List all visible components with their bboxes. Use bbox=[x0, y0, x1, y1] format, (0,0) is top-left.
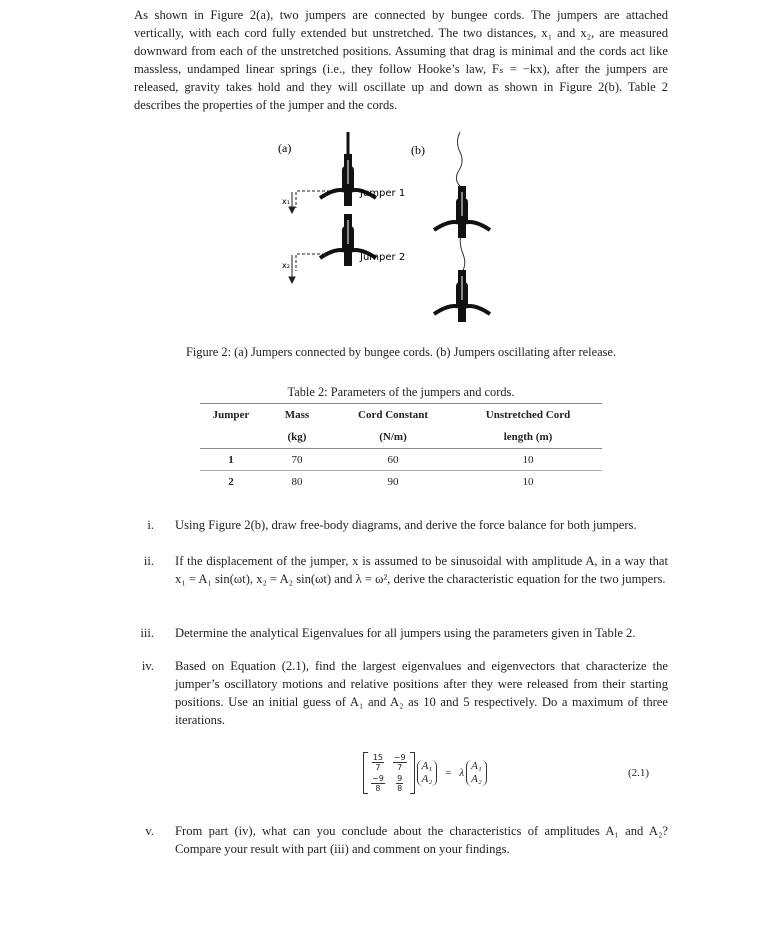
figure-label-a: (a) bbox=[278, 141, 292, 155]
question-text: From part (iv), what can you conclude about the characteristics of amplitudes A₁ and A₂? Compare your result with part (iii) and comment on your findings. bbox=[175, 824, 668, 856]
jumper-2-label: Jumper 2 bbox=[360, 252, 406, 263]
bungee-figure bbox=[260, 130, 520, 330]
equals-sign: = bbox=[445, 767, 452, 779]
amplitude-vector bbox=[417, 760, 438, 786]
figure-caption: Figure 2: (a) Jumpers connected by bungee cords. (b) Jumpers oscillating after release. bbox=[185, 345, 617, 359]
question-iii bbox=[134, 624, 668, 642]
header-unstretched-length: Unstretched Cord bbox=[454, 404, 602, 427]
coefficient-matrix bbox=[363, 752, 415, 794]
amplitude-vector-rhs bbox=[466, 760, 487, 786]
cell: 2 bbox=[228, 475, 234, 488]
parameters-table bbox=[200, 403, 602, 492]
question-v bbox=[134, 822, 668, 858]
m12-den: 7 bbox=[397, 763, 403, 772]
cell: 10 bbox=[522, 475, 534, 488]
jumper-1-label: Jumper 1 bbox=[360, 188, 406, 199]
question-text: Determine the analytical Eigenvalues for all jumpers using the parameters given in Table 2. bbox=[175, 626, 636, 640]
question-number: v. bbox=[145, 824, 154, 838]
jumper-1-figure-b-icon bbox=[434, 186, 490, 238]
intro-paragraph: As shown in Figure 2(a), two jumpers are connected by bungee cords. The jumpers are attached vertically, with each cord fully extended but unstretched. The two distances, x₁ and x₂, are measured downward from each of the unstretched positions. Assuming that drag is minimal and the cords act like massless, undamped linear springs (i.e., they follow Hooke’s law, Fₛ = −kx), after the jumpers are released, gravity takes hold and they will oscillate up and down as shown in Figure 2(b). Table 2 describes the properties of the jumper and the cords. bbox=[134, 8, 668, 112]
header-cord-constant: Cord Constant bbox=[332, 404, 454, 427]
vector-a2: A₂ bbox=[471, 773, 482, 785]
header-jumper: Jumper bbox=[200, 404, 262, 427]
jumper-2-figure-b-icon bbox=[434, 270, 490, 322]
header-unit: (N/m) bbox=[332, 426, 454, 449]
x1-label: x₁ bbox=[282, 197, 290, 206]
m21-den: 8 bbox=[375, 784, 381, 793]
equation-2-1 bbox=[363, 752, 487, 794]
vector-a2: A₂ bbox=[421, 773, 433, 785]
equation-number: (2.1) bbox=[628, 767, 650, 779]
x2-label: x₂ bbox=[282, 261, 290, 270]
question-i bbox=[134, 516, 668, 534]
question-number: iii. bbox=[140, 626, 154, 640]
table-header-row bbox=[200, 404, 602, 427]
m12-num: −9 bbox=[393, 753, 406, 762]
figure-label-b: (b) bbox=[411, 143, 425, 157]
header-unit bbox=[200, 426, 262, 449]
table-header-units-row bbox=[200, 426, 602, 449]
table-row bbox=[200, 471, 602, 493]
header-mass: Mass bbox=[262, 404, 332, 427]
m11-num: 15 bbox=[372, 753, 383, 762]
question-text: If the displacement of the jumper, x is assumed to be sinusoidal with amplitude A, in a way that x₁ = A₁ sin(ωt), x₂ = A₂ sin(ωt) and λ = ω², derive the characteristic equation for the two jumpers. bbox=[175, 554, 668, 586]
lambda-symbol: λ bbox=[459, 767, 465, 779]
question-iv bbox=[134, 657, 668, 729]
cell: 90 bbox=[387, 475, 399, 488]
m21-num: −9 bbox=[372, 774, 384, 783]
m22-den: 8 bbox=[397, 784, 403, 793]
header-unit: (kg) bbox=[262, 426, 332, 449]
question-number: ii. bbox=[143, 554, 154, 568]
vector-a1: A₁ bbox=[421, 760, 433, 772]
question-number: iv. bbox=[141, 659, 154, 673]
cell: 60 bbox=[332, 449, 454, 471]
cell: 70 bbox=[262, 449, 332, 471]
table-row bbox=[200, 449, 602, 471]
table-caption: Table 2: Parameters of the jumpers and cords. bbox=[287, 385, 515, 399]
cell: 1 bbox=[200, 449, 262, 471]
question-text: Using Figure 2(b), draw free-body diagrams, and derive the force balance for both jumpers. bbox=[175, 518, 637, 532]
m11-den: 7 bbox=[375, 763, 381, 772]
question-ii bbox=[134, 552, 668, 588]
cell: 80 bbox=[291, 475, 303, 488]
cell: 10 bbox=[454, 449, 602, 471]
question-number: i. bbox=[147, 518, 154, 532]
header-unit: length (m) bbox=[454, 426, 602, 449]
vector-a1: A₁ bbox=[471, 760, 482, 772]
question-text: Based on Equation (2.1), find the largest eigenvalues and eigenvectors that characterize the jumper’s oscillatory motions and relative positions after they were released from their starting positions. Use an initial guess of A₁ and A₂ as 10 and 5 respectively. Do a maximum of three iterations. bbox=[175, 659, 668, 727]
m22-num: 9 bbox=[397, 774, 403, 783]
x2-arrow-icon bbox=[289, 254, 330, 283]
